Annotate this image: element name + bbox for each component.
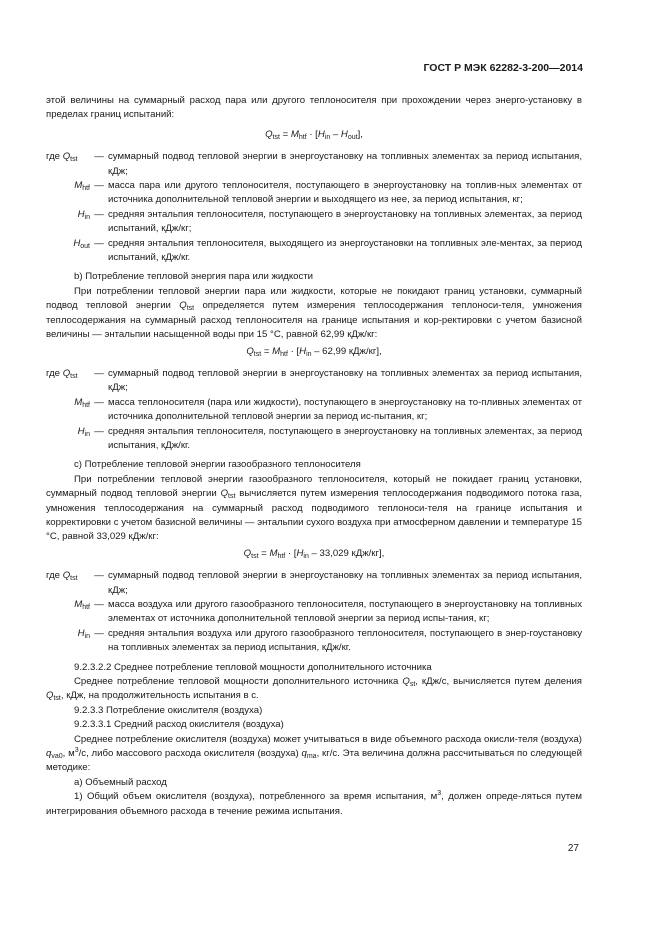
subsection-c-title: c) Потребление тепловой энергии газообразного теплоносителя [74,459,361,471]
document-header: ГОСТ Р МЭК 62282-3-200—2014 [423,62,583,74]
section-9-2-3-3-1-title: 9.2.3.3.1 Средний расход окислителя (воздуха) [74,719,284,731]
definition-item: $H_{in}$ — средняя энтальпия теплоносителя, поступающего в энергоустановку на топливных элементах, за период испытания, кДж/кг. [77,425,582,451]
definition-item: где $Q_{tst}$ — суммарный подвод тепловой энергии в энергоустановку на топливных элементах за период испытания, кДж; [46,151,582,177]
definitions-2 [46,367,582,453]
section-9-2-3-2-2-title: 9.2.3.2.2 Среднее потребление тепловой мощности дополнительного источника [74,661,432,673]
definition-item: $M_{htf}$ — масса теплоносителя (пара или жидкости), поступающего в энергоустановку на то-пливных элементах от источника дополнительной тепловой энергии за период ис-пытания, кг; [74,396,582,423]
definitions-1 [46,150,582,265]
definition-item: где $Q_{tst}$ — суммарный подвод тепловой энергии в энергоустановку на топливных элементах за период испытания, кДж; [46,367,582,394]
definition-item: $H_{in}$ — средняя энтальпия теплоносителя, поступающего в энергоустановку на топливных элементах, за период испытаний, кДж/кг; [77,208,582,235]
subsection-b-title: b) Потребление тепловой энергия пара или жидкости [74,271,314,283]
definitions-3 [46,569,582,655]
subsection-b-text: При потреблении тепловой энергии пара или жидкости, которые не покидают границ установки, суммарный подвод тепловой энергии $Q_{tst}$ определяется путем измерения теплосодержания теплоноси-теля, умножения теплосодержания на суммарный расход теплоносителя на границе испытания и кор-ректировки с учетом базисной величины — энтальпии насыщенной воды при 15 °C, равной 62,99 кДж/кг: [46,285,582,341]
definition-item: $M_{htf}$ — масса воздуха или другого газообразного теплоносителя, поступающего в энергоустановку на топливных элементах от источника дополнительной тепловой энергии за период испы-тания, кг; [74,599,582,625]
formula-2: $Q_{tst} = M_{htf} \cdot [H_{in} - 62,99$ кДж/кг], [246,345,382,358]
definition-item: $H_{in}$ — средняя энтальпия воздуха или другого газообразного теплоносителя, поступающего в энер-гоустановку на топливных элементах за период испытания, кДж/кг. [77,627,582,654]
section-9-2-3-2-2-text: Среднее потребление тепловой мощности дополнительного источника $Q_{st}$, кДж/с, вычисляется путем деления $Q_{tst}$, кДж, на продолжительность испытания в с. [46,676,582,703]
intro-paragraph: этой величины на суммарный расход пара или другого теплоносителя при прохождении через энерго-установку в пределах границ испытаний: [46,95,582,121]
definition-item: $H_{out}$ — средняя энтальпия теплоносителя, выходящего из энергоустановки на топливных эле-ментах, за период испытаний, кДж/кг. [73,237,582,264]
section-9-2-3-3-title: 9.2.3.3 Потребление окислителя (воздуха) [74,704,263,716]
page-content [46,94,582,819]
paragraph-1: 1) Общий объем окислителя (воздуха), потребленного за время испытания, $м^3$, должен опреде-ляться путем интегрирования объемного расхода в течение режима испытания. [46,790,582,817]
definition-item: где $Q_{tst}$ — суммарный подвод тепловой энергии в энергоустановку на топливных элементах за период испытания, кДж; [46,570,582,596]
subsection-a-title: a) Объемный расход [74,776,167,788]
formula-3: $Q_{tst} = M_{htf} \cdot [H_{in} - 33,029$ кДж/кг], [243,547,385,560]
definition-item: $M_{htf}$ — масса пара или другого теплоносителя, поступающего в энергоустановку на топлив-ных элементах от источника дополнительной тепловой энергии и выходящего из нее, за период испытания, кг; [74,180,582,206]
subsection-c-text: При потреблении тепловой энергии газообразного теплоносителя, который не покидает границ установки, суммарный подвод тепловой энергии $Q_{tst}$ вычисляется путем измерения теплосодержания подводимого потока газа, умножения теплосодержания на суммарный расход подводимого теплоноси-теля на границе испытания и корректировки с учетом базисной величины — энтальпии сухого воздуха при атмосферном давлении и температуре 15 °C, равной 33,029 кДж/кг: [46,473,582,543]
page-number: 27 [567,843,579,854]
section-9-2-3-3-1-text: Среднее потребление окислителя (воздуха) может учитываться в виде объемного расхода окисли-теля (воздуха) $q_{va0}$, $м^3/с$, либо массового расхода окислителя (воздуха) $q_{ma}$, кг/с. Эта величина должна рассчитываться по следующей методике: [46,733,582,774]
formula-1: $Q_{tst} = M_{htf} \cdot [H_{in} - H_{out}]$, [265,128,363,141]
